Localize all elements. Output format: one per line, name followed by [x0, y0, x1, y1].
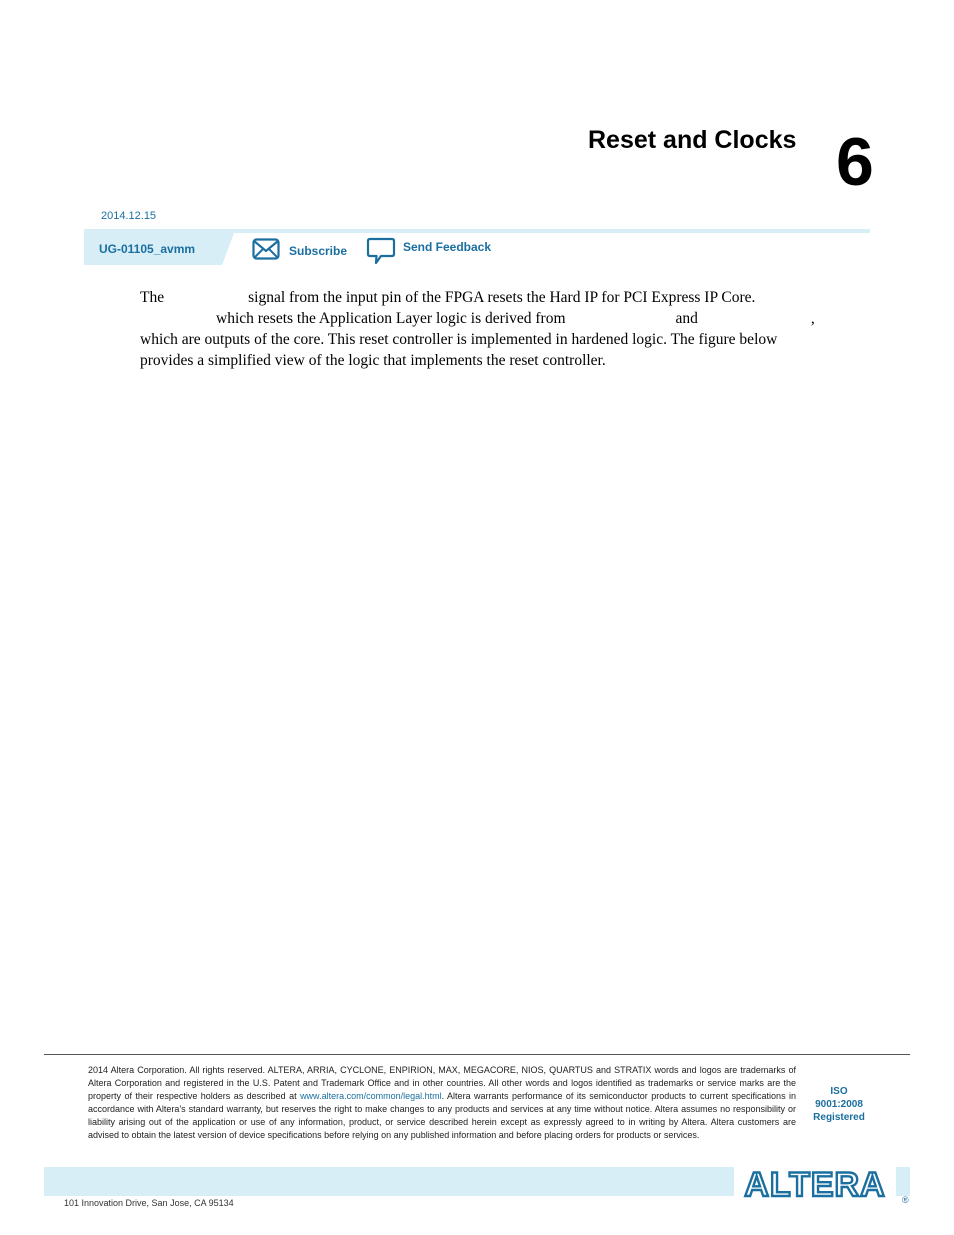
iso-badge — [806, 1085, 872, 1124]
registered-mark: ® — [902, 1195, 909, 1205]
body-line-2 — [140, 308, 850, 329]
body-line-4: provides a simplified view of the logic that implements the reset controller. — [140, 352, 606, 369]
body-text-fragment: , — [810, 310, 815, 327]
subscribe-link[interactable]: Subscribe — [289, 244, 348, 258]
legal-text-continued: . Altera warrants performance of its semiconductor products to current specifications in accordance with Altera's standard warranty, but reserves the right to make changes to any products and services at any time without notice. Altera assumes no responsibility or liability arising out of the application or use of any information, product, or service described herein except as expressly agreed to in writing by Altera. Altera customers are advised to obtain the latest version of device specifications before relying on any published information and before placing orders for products or services. — [88, 1091, 797, 1140]
chapter-number: 6 — [836, 124, 874, 200]
altera-logo — [734, 1163, 912, 1205]
body-text-fragment: The — [140, 289, 165, 306]
legal-text: 2014 Altera Corporation. All rights reserved. ALTERA, ARRIA, CYCLONE, ENPIRION, MAX, MEGACORE, NIOS, QUARTUS and STRATIX words and logos are trademarks of Altera Corporation and registered in the U.S. Patent and Trademark Office and in other countries. All other words and logos identified as trademarks or service marks are the property of their respective holders as described at — [88, 1065, 796, 1101]
iso-line: Registered — [813, 1112, 865, 1123]
footer-rule — [44, 1054, 910, 1055]
body-text-fragment: signal from the input pin of the FPGA resets the Hard IP for PCI Express IP Core. — [248, 289, 756, 306]
doc-date: 2014.12.15 — [101, 210, 157, 222]
body-line-3: which are outputs of the core. This reset controller is implemented in hardened logic. The figure below — [140, 331, 778, 348]
logo-wordmark: ALTERA — [744, 1166, 886, 1204]
body-line-1 — [140, 287, 850, 308]
iso-line: ISO — [830, 1086, 848, 1097]
speech-bubble-icon[interactable] — [366, 237, 396, 265]
body-text-fragment: and — [675, 310, 698, 327]
chapter-title: Reset and Clocks — [588, 126, 797, 154]
envelope-icon[interactable] — [252, 238, 280, 260]
send-feedback-link[interactable]: Send Feedback — [403, 240, 492, 254]
address: 101 Innovation Drive, San Jose, CA 95134 — [64, 1198, 234, 1208]
iso-line: 9001:2008 — [815, 1099, 863, 1110]
legal-notice — [88, 1064, 796, 1142]
doc-id-tab-notch — [222, 233, 234, 265]
body-text — [140, 287, 850, 371]
doc-id: UG-01105_avmm — [99, 242, 196, 256]
body-text-fragment: which resets the Application Layer logic is derived from — [216, 310, 566, 327]
legal-link[interactable]: www.altera.com/common/legal.html — [300, 1091, 442, 1101]
